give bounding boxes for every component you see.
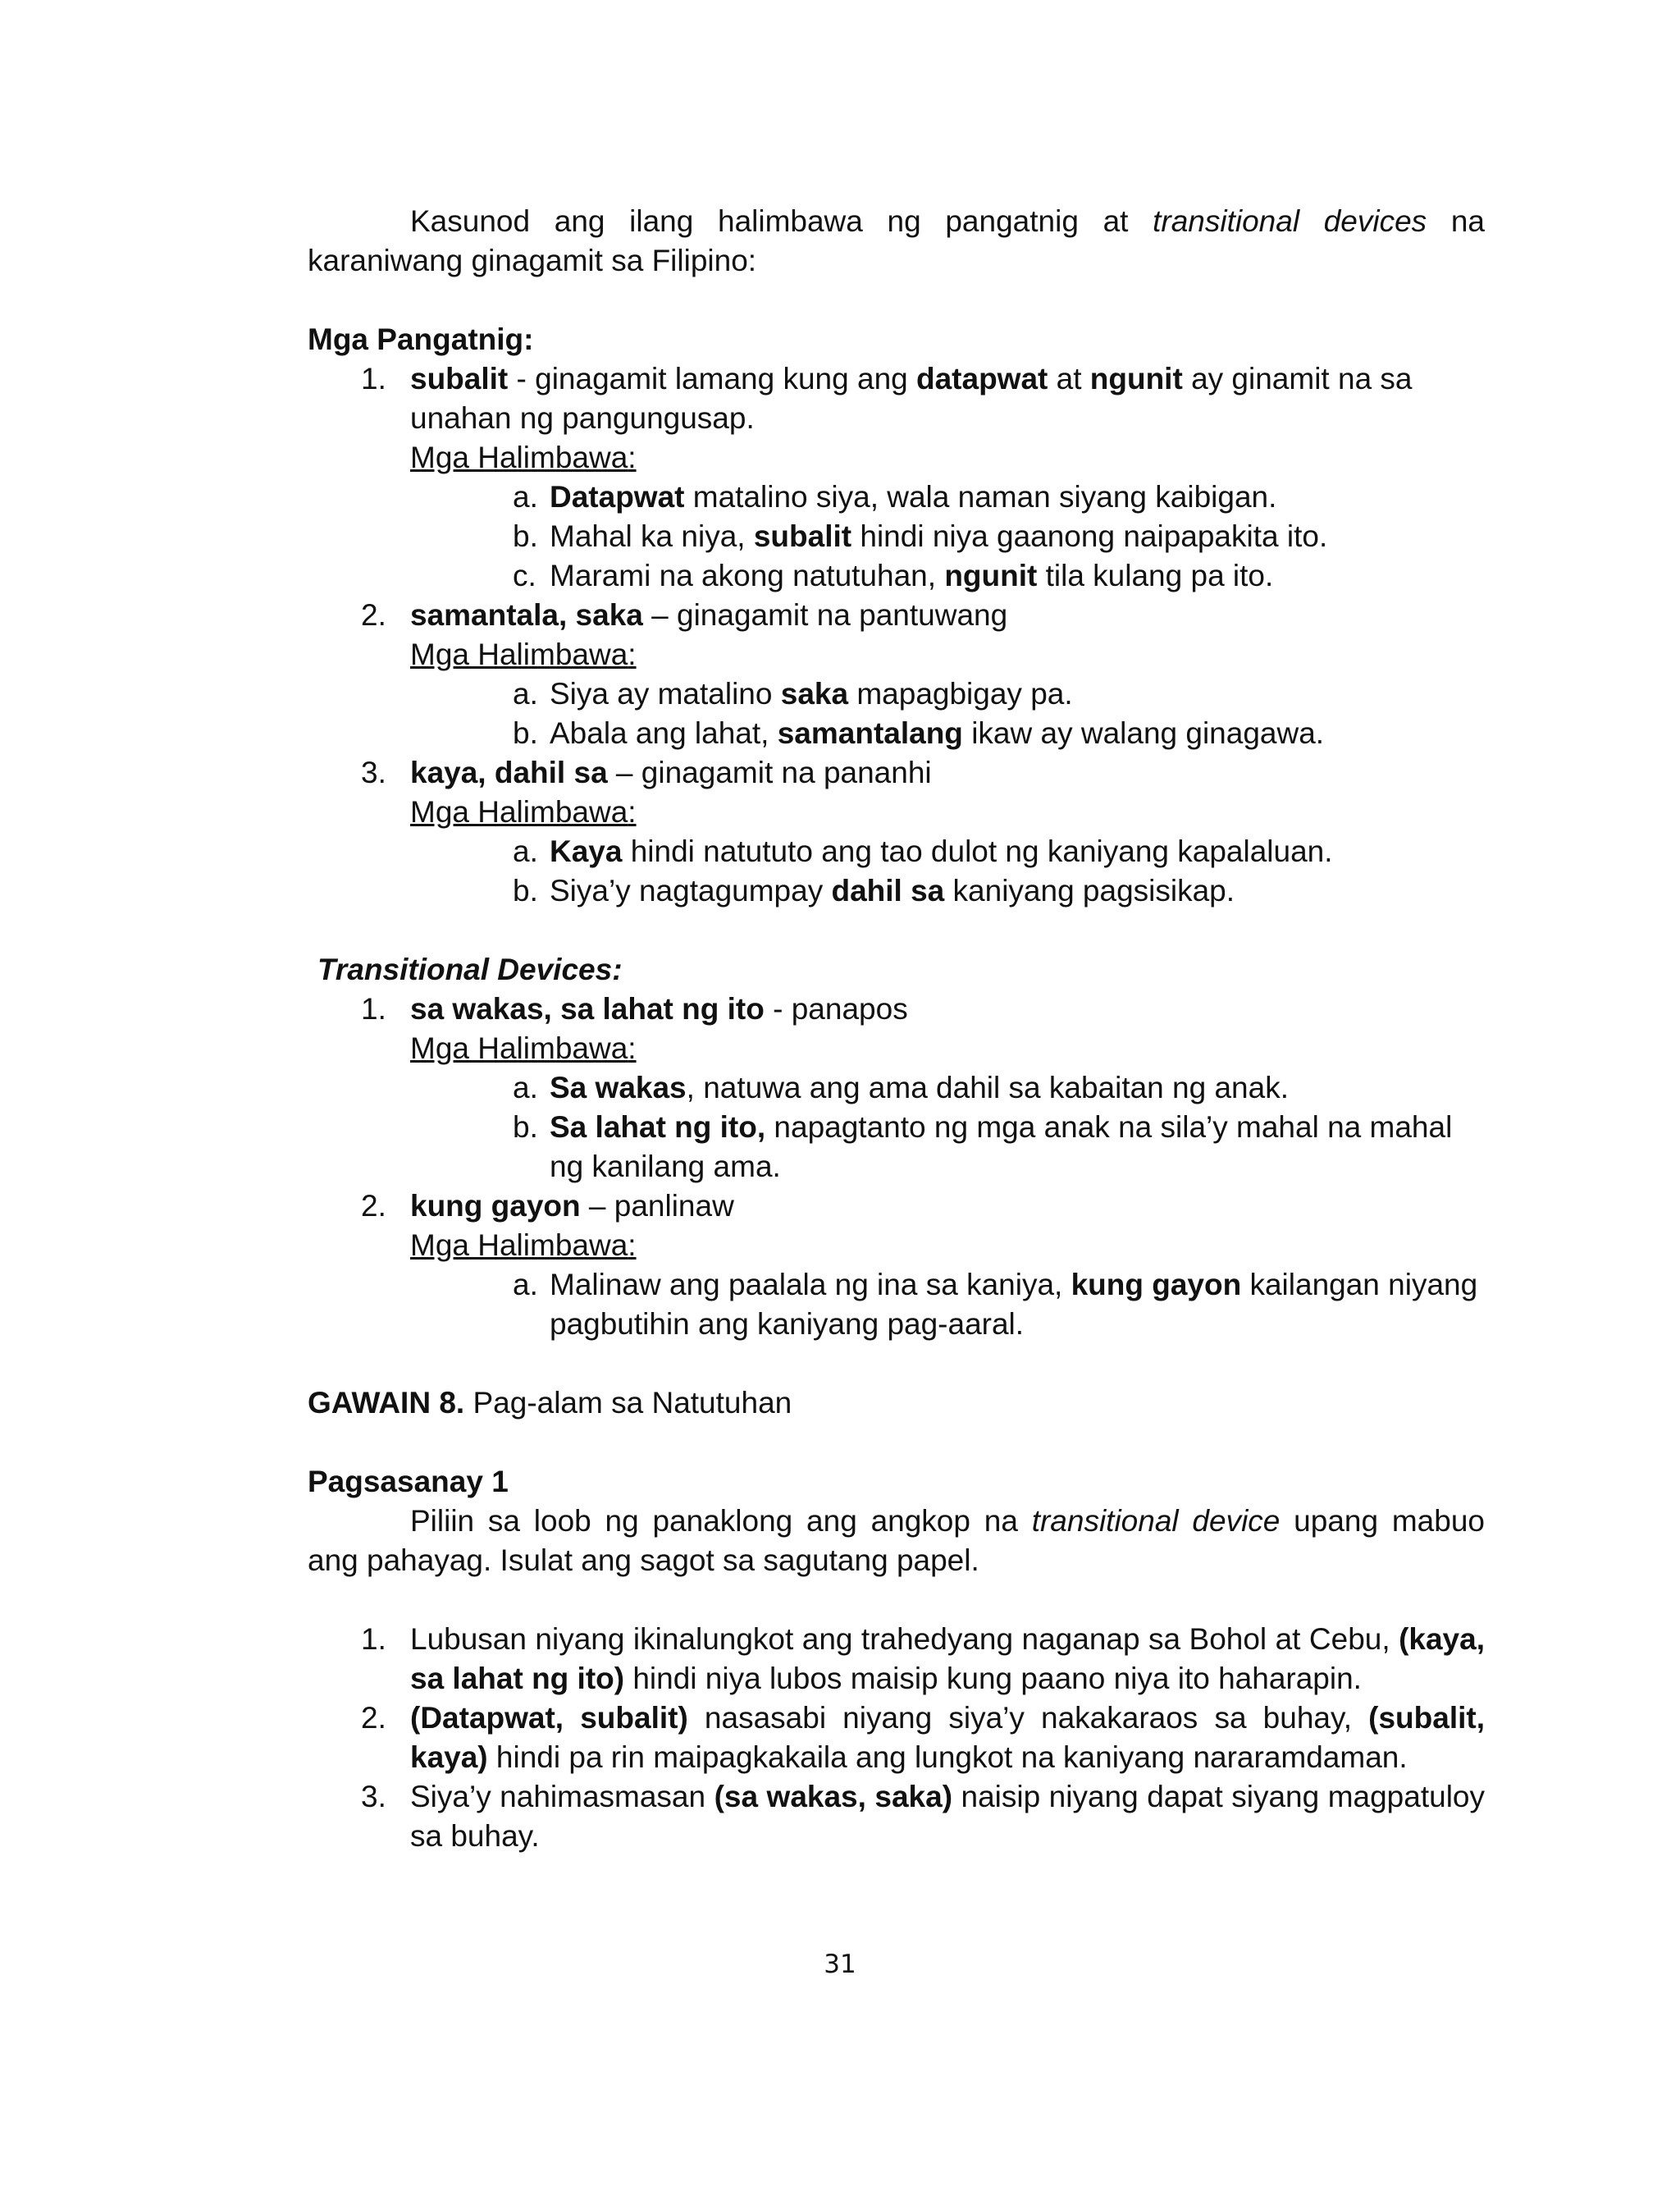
example-letter: b. xyxy=(513,519,538,553)
example-text: Siya ay matalino xyxy=(550,677,781,711)
exercise-item xyxy=(308,1777,1485,1856)
exercise-item xyxy=(308,1699,1485,1777)
item-number: 1. xyxy=(361,992,386,1026)
item-definition xyxy=(410,990,1485,1029)
term: sa wakas, sa lahat ng ito xyxy=(410,992,765,1026)
term: subalit xyxy=(410,362,509,395)
gawain-text: Pag-alam sa Natutuhan xyxy=(464,1386,792,1420)
example-bold: ngunit xyxy=(944,559,1038,592)
pagsasanay-heading: Pagsasanay 1 xyxy=(308,1465,509,1498)
example-letter: b. xyxy=(513,716,538,750)
example-text: kaniyang pagsisikap. xyxy=(944,874,1235,908)
exercise-text xyxy=(410,1699,1485,1777)
exercise-text xyxy=(410,1620,1485,1699)
example-line xyxy=(308,556,1485,596)
definition-text: ay ginamit na sa unahan ng pangungusap. xyxy=(410,362,1413,435)
transitional-item xyxy=(308,990,1485,1029)
example-text: , natuwa ang ama dahil sa kabaitan ng anak. xyxy=(686,1071,1289,1104)
gawain-title xyxy=(308,1383,1485,1423)
exercise-choices: (Datapwat, subalit) xyxy=(410,1701,688,1735)
exercise-sentence: Siya’y nahimasmasan xyxy=(410,1780,714,1813)
intro-paragraph xyxy=(308,202,1485,281)
exercise-text xyxy=(410,1777,1485,1856)
item-number: 3. xyxy=(361,756,386,789)
exercise-sentence: nasasabi niyang siya’y nakakaraos sa buhay, xyxy=(687,1701,1369,1735)
exercise-choices: (sa wakas, saka) xyxy=(714,1780,953,1813)
item-number: 2. xyxy=(361,1189,386,1223)
instruction-text: Piliin sa loob ng panaklong ang angkop na xyxy=(410,1504,1032,1538)
exercise-sentence: hindi pa rin maipagkakaila ang lungkot na kaniyang nararamdaman. xyxy=(487,1740,1408,1774)
example-bold: Datapwat xyxy=(550,480,685,514)
examples-label-text: Mga Halimbawa xyxy=(410,1228,628,1262)
examples-label: Mga Halimbawa: xyxy=(410,638,637,671)
item-definition xyxy=(410,1186,1485,1226)
example-bold: Sa lahat ng ito, xyxy=(550,1110,766,1144)
pangatnig-heading: Mga Pangatnig: xyxy=(308,322,534,356)
intro-text-end: na karaniwang ginagamit sa Filipino: xyxy=(308,204,1485,277)
example-text: Abala ang lahat, xyxy=(550,716,778,750)
definition-text: - panapos xyxy=(764,992,908,1026)
example-bold: Kaya xyxy=(550,834,623,868)
example-letter: a. xyxy=(513,834,538,868)
example-bold: samantalang xyxy=(777,716,963,750)
item-number: 2. xyxy=(361,598,386,632)
example-bold: Sa wakas xyxy=(550,1071,687,1104)
example-text: Malinaw ang paalala ng ina sa kaniya, xyxy=(550,1268,1071,1301)
example-text: mapagbigay pa. xyxy=(848,677,1073,711)
example-text: Siya’y nagtagumpay xyxy=(550,874,832,908)
item-definition xyxy=(410,753,1485,793)
example-text: matalino siya, wala naman siyang kaibigan. xyxy=(684,480,1277,514)
exercise-sentence: naisip niyang dapat siyang magpatuloy sa buhay. xyxy=(410,1780,1485,1853)
examples-label-text: Mga Halimbawa xyxy=(410,638,628,671)
examples-label-text: Mga Halimbawa xyxy=(410,795,628,829)
exercise-item xyxy=(308,1620,1485,1699)
definition-text: – panlinaw xyxy=(580,1189,734,1223)
example-bold: subalit xyxy=(753,519,852,553)
page-number: 31 xyxy=(824,1950,856,1979)
example-letter: a. xyxy=(513,677,538,711)
example-text: tila kulang pa ito. xyxy=(1037,559,1274,592)
transitional-heading: Transitional Devices: xyxy=(317,953,623,986)
example-line xyxy=(308,674,1485,714)
definition-text: – ginagamit na pananhi xyxy=(607,756,932,789)
example-line xyxy=(308,1068,1485,1108)
item-definition xyxy=(410,359,1485,438)
instruction-text: upang mabuo ang pahayag. Isulat ang sagot sa sagutang papel. xyxy=(308,1504,1485,1577)
example-text: hindi niya gaanong naipapakita ito. xyxy=(851,519,1328,553)
item-number: 1. xyxy=(361,1622,386,1656)
examples-label-text: Mga Halimbawa xyxy=(410,441,628,474)
example-text: ikaw ay walang ginagawa. xyxy=(962,716,1325,750)
instruction-italic-term: transitional device xyxy=(1031,1504,1281,1538)
transitional-item xyxy=(308,1186,1485,1226)
example-text: Mahal ka niya, xyxy=(550,519,754,553)
example-letter: b. xyxy=(513,874,538,908)
definition-text: – ginagamit na pantuwang xyxy=(642,598,1008,632)
definition-text: - ginagamit lamang kung ang xyxy=(508,362,916,395)
intro-text: Kasunod ang ilang halimbawa ng pangatnig at xyxy=(410,204,1153,238)
example-letter: a. xyxy=(513,1071,538,1104)
item-definition xyxy=(410,596,1485,635)
gawain-label: GAWAIN 8. xyxy=(308,1386,465,1420)
example-bold: dahil sa xyxy=(831,874,945,908)
example-line xyxy=(308,1265,1485,1344)
example-letter: c. xyxy=(513,559,536,592)
bold-term: datapwat xyxy=(916,362,1048,395)
example-letter: a. xyxy=(513,1268,538,1301)
pagsasanay-instruction xyxy=(308,1502,1485,1580)
example-line xyxy=(308,871,1485,911)
examples-label: Mga Halimbawa: xyxy=(410,795,637,829)
exercise-choices: (kaya, sa lahat ng ito) xyxy=(410,1622,1485,1695)
exercise-sentence: Lubusan niyang ikinalungkot ang trahedyang naganap sa Bohol at Cebu, xyxy=(410,1622,1399,1656)
pangatnig-item xyxy=(308,753,1485,793)
example-bold: kung gayon xyxy=(1071,1268,1242,1301)
item-number: 1. xyxy=(361,362,386,395)
examples-label: Mga Halimbawa: xyxy=(410,1031,637,1065)
example-text: Marami na akong natutuhan, xyxy=(550,559,945,592)
examples-label: Mga Halimbawa: xyxy=(410,1228,637,1262)
examples-label-text: Mga Halimbawa xyxy=(410,1031,628,1065)
example-text: kailangan niyang pagbutihin ang kaniyang pag-aaral. xyxy=(550,1268,1478,1341)
exercise-sentence: hindi niya lubos maisip kung paano niya ito haharapin. xyxy=(624,1662,1362,1695)
example-line xyxy=(308,517,1485,556)
examples-label: Mga Halimbawa: xyxy=(410,441,637,474)
term: kaya, dahil sa xyxy=(410,756,608,789)
term: kung gayon xyxy=(410,1189,581,1223)
page-content xyxy=(308,202,1485,1856)
example-letter: b. xyxy=(513,1110,538,1144)
definition-text: at xyxy=(1048,362,1090,395)
example-text: napagtanto ng mga anak na sila’y mahal na mahal ng kanilang ama. xyxy=(550,1110,1453,1183)
bold-term: ngunit xyxy=(1089,362,1183,395)
exercise-choices: (subalit, kaya) xyxy=(410,1701,1485,1774)
intro-italic-term: transitional devices xyxy=(1153,204,1427,238)
example-text: hindi natututo ang tao dulot ng kaniyang kapalaluan. xyxy=(622,834,1333,868)
pangatnig-item xyxy=(308,596,1485,635)
term: samantala, saka xyxy=(410,598,643,632)
example-line xyxy=(308,832,1485,871)
item-number: 3. xyxy=(361,1780,386,1813)
example-letter: a. xyxy=(513,480,538,514)
pangatnig-item xyxy=(308,359,1485,438)
example-line xyxy=(308,714,1485,753)
item-number: 2. xyxy=(361,1701,386,1735)
example-line xyxy=(308,478,1485,517)
example-bold: saka xyxy=(780,677,849,711)
example-line xyxy=(308,1108,1485,1186)
